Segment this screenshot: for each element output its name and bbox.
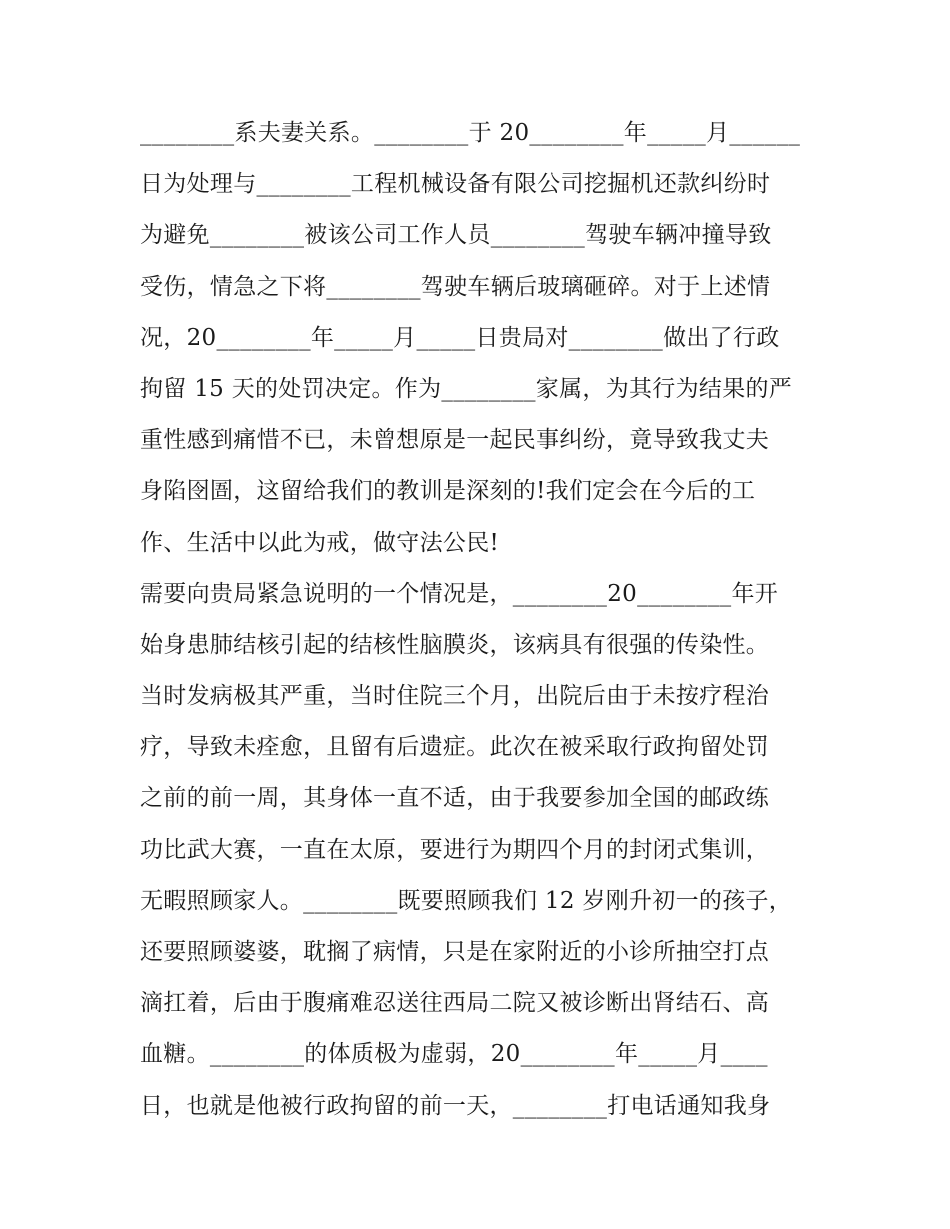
text-line: 日为处理与________工程机械设备有限公司挖掘机还款纠纷时: [140, 171, 771, 198]
text-line: 当时发病极其严重，当时住院三个月，出院后由于未按疗程治: [140, 683, 770, 710]
text-line: 之前的前一周，其身体一直不适，由于我要参加全国的邮政练: [140, 785, 770, 812]
text-line: 滴扛着，后由于腹痛难忍送往西局二院又被诊断出肾结石、高: [140, 990, 770, 1017]
text-line: 疗，导致未痊愈，且留有后遗症。此次在被采取行政拘留处罚: [140, 734, 770, 761]
text-line: 拘留 15 天的处罚决定。作为________家属，为其行为结果的严: [140, 375, 793, 402]
text-line: 重性感到痛惜不已，未曾想原是一起民事纠纷，竟导致我丈夫: [140, 427, 770, 454]
text-line: 日，也就是他被行政拘留的前一天，________打电话通知我身: [140, 1092, 771, 1119]
text-line: 受伤，情急之下将________驾驶车辆后玻璃砸碎。对于上述情: [140, 273, 771, 300]
text-line: 需要向贵局紧急说明的一个情况是，________20________年开: [140, 580, 779, 607]
text-line: ________系夫妻关系。________于 20________年_____月______: [140, 120, 801, 146]
text-line: 功比武大赛，一直在太原，要进行为期四个月的封闭式集训，: [140, 836, 770, 863]
text-line: 况，20________年_____月_____日贵局对________做出了行政: [140, 324, 780, 351]
document-body: [140, 108, 820, 1132]
text-line: 始身患肺结核引起的结核性脑膜炎，该病具有很强的传染性。: [140, 631, 770, 658]
text-line: 无暇照顾家人。________既要照顾我们 12 岁刚升初一的孩子，: [140, 887, 793, 914]
text-line: 作、生活中以此为戒，做守法公民!: [140, 529, 500, 556]
text-line: 身陷囹圄，这留给我们的教训是深刻的!我们定会在今后的工: [140, 478, 756, 505]
text-line: 为避免________被该公司工作人员________驾驶车辆冲撞导致: [140, 222, 772, 249]
text-line: 还要照顾婆婆，耽搁了病情，只是在家附近的小诊所抽空打点: [140, 939, 770, 965]
text-line: 血糖。________的体质极为虚弱，20________年_____月____: [140, 1041, 768, 1068]
